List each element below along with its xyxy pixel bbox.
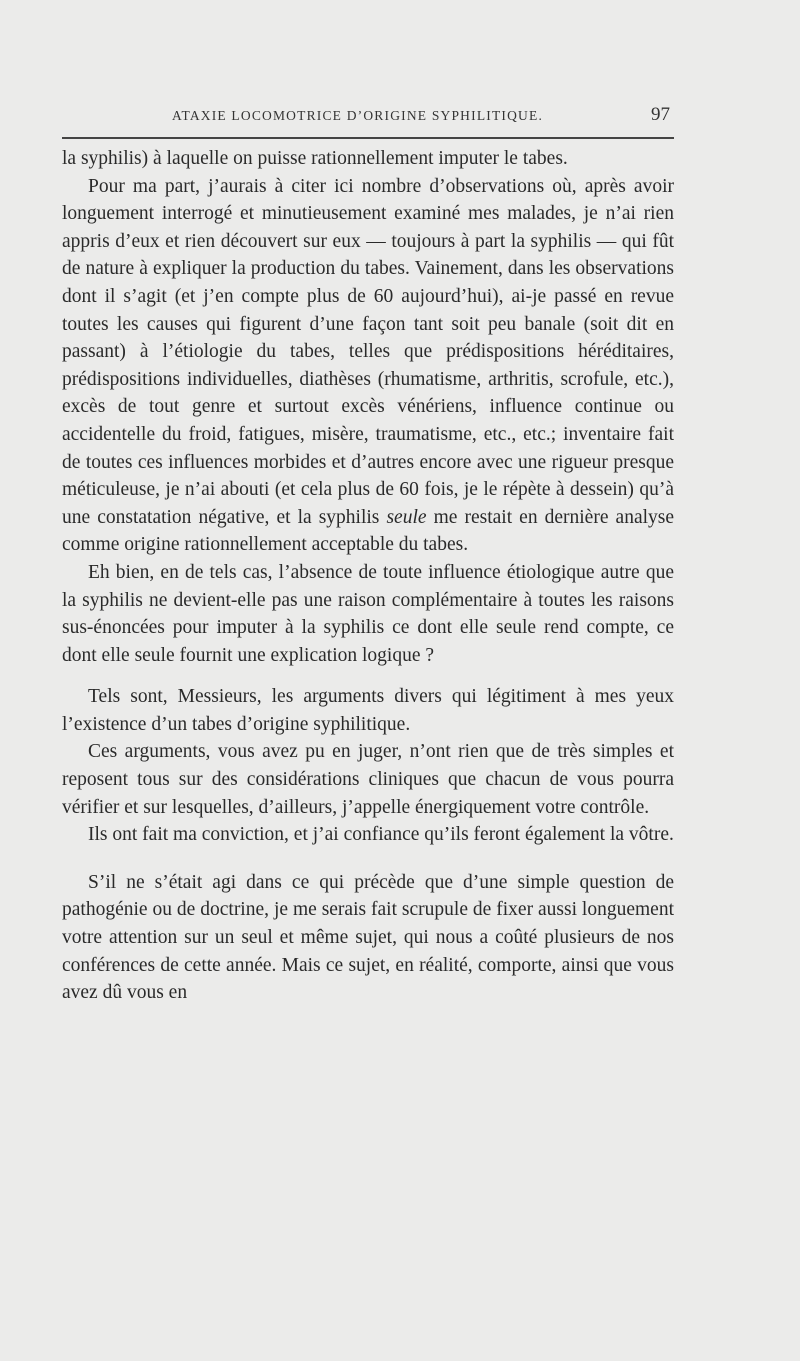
running-title: ATAXIE LOCOMOTRICE D’ORIGINE SYPHILITIQUE.: [172, 108, 544, 123]
running-head: [62, 104, 674, 128]
paragraph-7: S’il ne s’était agi dans ce qui précède que d’une simple question de pathogénie ou de doctrine, je me serais fait scrupule de fixer aussi longuement votre attention sur un seul et même sujet, qui nous a coûté plusieurs de nos conférences de cette année. Mais ce sujet, en réalité, comporte, ainsi que vous avez dû vous en: [62, 871, 674, 1004]
paragraph-4: Tels sont, Messieurs, les arguments divers qui légitiment à mes yeux l’existence d’un tabes d’origine syphilitique.: [62, 686, 674, 735]
emphasis-seule: seule: [386, 506, 427, 528]
paragraph-6: Ils ont fait ma conviction, et j’ai confiance qu’ils feront également la vôtre.: [88, 824, 674, 846]
paragraph-gap: [62, 849, 674, 869]
paragraph-5: Ces arguments, vous avez pu en juger, n’ont rien que de très simples et reposent tous sur des considérations cliniques que chacun de vous pourra vérifier et sur lesquelles, d’ailleurs, j’appelle énergiquement votre contrôle.: [62, 741, 674, 818]
paragraph-2-ending: me restait en dernière analyse comme origine rationnellement acceptable du tabes.: [62, 506, 675, 556]
header-rule: [62, 137, 674, 139]
paragraph-3: Eh bien, en de tels cas, l’absence de toute influence étiologique autre que la syphilis ne devient-elle pas une raison complémentaire à toutes les raisons sus-énoncées pour imputer à la syphilis ce dont elle seule rend compte, ce dont elle seule fournit une explication logique ?: [62, 561, 674, 666]
paragraph-gap: [62, 669, 674, 683]
page-number: 97: [651, 104, 670, 125]
body-text: [62, 145, 674, 1007]
paragraph-2-text: Pour ma part, j’aurais à citer ici nombre d’observations où, après avoir longuement interrogé et minutieusement examiné mes malades, je n’ai rien appris d’eux et rien découvert sur eux — toujours à part la syphilis — qui fût de nature à expliquer la production du tabes. Vainement, dans les observations dont il s’agit (et j’en compte plus de 60 aujourd’hui), ai-je passé en revue toutes les causes qui figurent d’une façon tant soit peu banale (soit dit en passant) à l’étiologie du tabes, telles que prédispositions héréditaires, prédispositions individuelles, diathèses (rhumatisme, arthritis, scrofule, etc.), excès de tout genre et surtout excès vénériens, influence continue ou accidentelle du froid, fatigues, misère, traumatisme, etc., etc.; inventaire fait de toutes ces influences morbides et d’autres encore avec une rigueur presque méticuleuse, je n’ai abouti (et cela plus de 60 fois, je le répète à dessein) qu’à une constatation négative, et la syphilis: [62, 175, 674, 528]
paragraph-1: la syphilis) à laquelle on puisse rationnellement imputer le tabes.: [62, 148, 568, 169]
paragraph-2: [62, 173, 674, 559]
